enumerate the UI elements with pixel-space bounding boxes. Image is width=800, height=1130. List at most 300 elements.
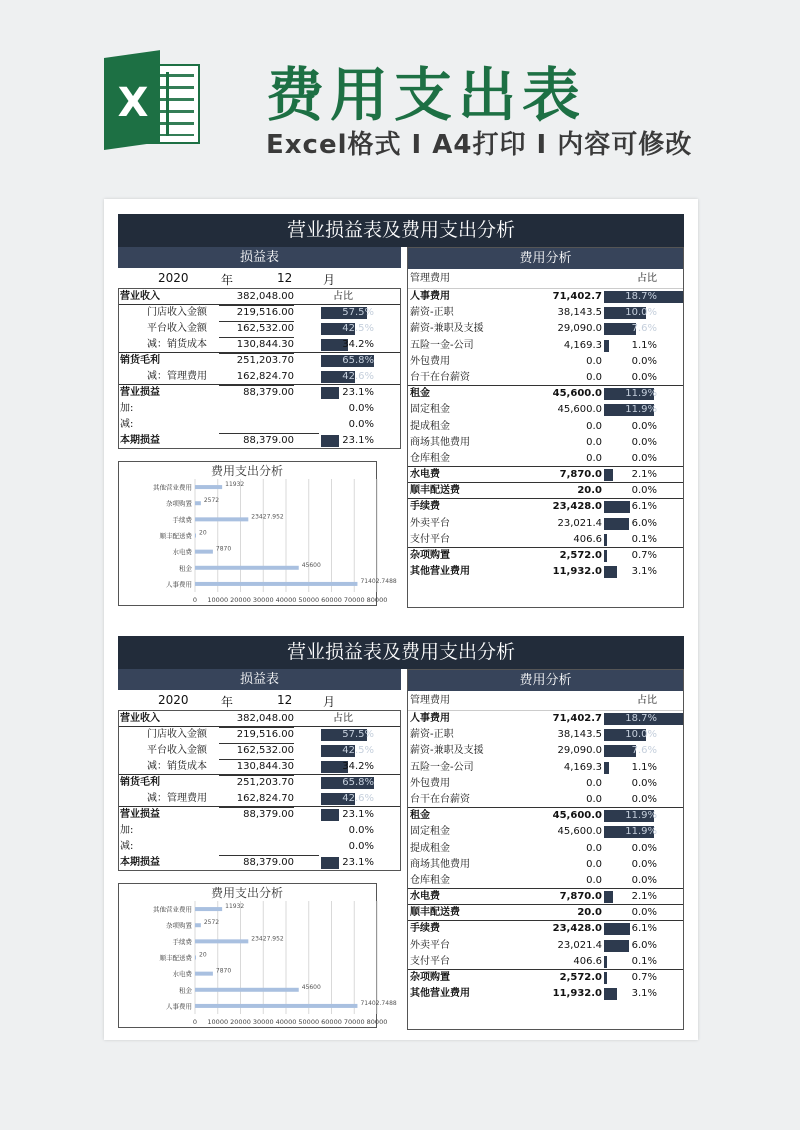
expense-row-label: 仓库租金 — [410, 874, 450, 886]
chart-x-tick: 70000 — [343, 1018, 365, 1026]
chart-x-tick: 30000 — [252, 1018, 274, 1026]
income-row — [119, 385, 400, 401]
expense-row-label: 水电费 — [410, 469, 440, 481]
expense-row — [408, 516, 683, 532]
chart-value-label: 45600 — [301, 561, 321, 569]
chart-bar — [195, 534, 196, 538]
expense-ratio-value: 6.1% — [631, 923, 657, 935]
expense-row-label: 其他营业费用 — [410, 988, 470, 1000]
chart-category-label: 杂项购置 — [166, 499, 192, 508]
main-title: 费用支出表 — [266, 61, 587, 129]
chart-bar — [195, 972, 213, 976]
expense-row-amount[interactable]: 23,021.4 — [557, 939, 602, 951]
income-statement-panel — [118, 247, 401, 608]
expense-row-amount[interactable]: 0.0 — [586, 858, 602, 870]
income-row-label: 本期损益 — [120, 435, 160, 446]
expense-ratio-value: 0.0% — [631, 842, 657, 854]
expense-row-amount[interactable]: 406.6 — [573, 533, 602, 545]
income-ratio-value: 23.1% — [342, 435, 374, 446]
income-ratio-value: 23.1% — [342, 809, 374, 820]
income-statement-header: 损益表 — [118, 669, 401, 690]
expense-row — [408, 954, 683, 970]
expense-row — [408, 727, 683, 743]
expense-ratio-value: 0.0% — [631, 858, 657, 870]
chart-x-tick: 0 — [192, 596, 198, 604]
chart-x-tick: 60000 — [321, 1018, 342, 1026]
chart-value-label: 71402.7488 — [360, 577, 397, 585]
income-row — [119, 353, 400, 369]
expense-row — [408, 386, 683, 402]
management-cost-label: 管理费用 — [410, 695, 450, 706]
expense-row — [408, 808, 683, 824]
expense-ratio-value: 0.0% — [631, 452, 657, 464]
expense-row-amount[interactable]: 0.0 — [586, 371, 602, 383]
expense-ratio-value: 0.7% — [631, 972, 657, 983]
expense-row — [408, 354, 683, 370]
chart-value-label: 7870 — [215, 967, 232, 975]
expense-row — [408, 889, 683, 905]
income-row — [119, 289, 400, 305]
month-unit: 月 — [323, 695, 336, 709]
expense-row-label: 手续费 — [410, 923, 440, 935]
chart-bar — [195, 485, 222, 489]
income-row-amount[interactable]: 162,824.70 — [219, 791, 294, 808]
expense-row-label: 提成租金 — [410, 420, 450, 432]
expense-row-label: 薪资-兼职及支援 — [410, 323, 484, 335]
expense-row-label: 商场其他费用 — [410, 436, 470, 448]
income-row-amount[interactable]: 382,048.00 — [219, 711, 294, 728]
income-row-amount[interactable]: 251,203.70 — [236, 777, 294, 788]
income-row — [119, 743, 400, 759]
management-cost-label: 管理费用 — [410, 273, 450, 284]
expense-row — [408, 338, 683, 354]
income-ratio-header: 占比 — [333, 291, 353, 302]
chart-category-label: 其他营业费用 — [153, 483, 192, 492]
expense-analysis-header: 费用分析 — [408, 248, 683, 269]
income-row-label: 门店收入金额 — [147, 307, 207, 318]
income-row-label: 营业损益 — [120, 387, 160, 398]
income-ratio-value: 42.5% — [342, 323, 374, 334]
income-row-amount[interactable]: 382,048.00 — [219, 289, 294, 306]
expense-row — [408, 305, 683, 321]
expense-row-amount[interactable]: 45,600.0 — [552, 388, 602, 400]
expense-row-amount[interactable]: 0.0 — [586, 842, 602, 854]
chart-value-label: 23427.952 — [251, 513, 284, 521]
expense-row-label: 支付平台 — [410, 955, 450, 967]
income-row-label: 减：销货成本 — [147, 339, 207, 350]
expense-ratio-value: 18.7% — [625, 291, 657, 302]
expense-row-amount[interactable]: 0.0 — [586, 874, 602, 886]
expense-row-label: 固定租金 — [410, 826, 450, 838]
income-row-amount[interactable]: 219,516.00 — [219, 305, 294, 322]
income-row-amount[interactable]: 162,532.00 — [219, 321, 294, 338]
expense-row-label: 杂项购置 — [410, 550, 450, 561]
income-statement-header: 损益表 — [118, 247, 401, 268]
expense-row-amount[interactable]: 0.0 — [586, 436, 602, 448]
expense-row-amount[interactable]: 2,572.0 — [559, 550, 602, 561]
income-row — [119, 711, 400, 727]
chart-category-label: 水电费 — [172, 548, 192, 557]
expense-row-amount[interactable]: 11,932.0 — [552, 566, 602, 578]
expense-row-amount[interactable]: 45,600.0 — [552, 810, 602, 822]
expense-row-amount[interactable]: 29,090.0 — [557, 323, 602, 335]
income-row-label: 销货毛利 — [120, 777, 160, 788]
expense-row-label: 五险一金-公司 — [410, 339, 474, 351]
chart-value-label: 45600 — [301, 983, 321, 991]
income-ratio-value: 0.0% — [348, 841, 374, 852]
expense-row — [408, 938, 683, 954]
chart-value-label: 2572 — [203, 919, 220, 927]
expense-ratio-value: 2.1% — [631, 891, 657, 903]
expense-ratio-value: 0.0% — [631, 485, 657, 497]
expense-row — [408, 289, 683, 305]
expense-row — [408, 564, 683, 580]
expense-ratio-value: 6.1% — [631, 501, 657, 513]
expense-ratio-value: 0.0% — [631, 793, 657, 805]
expense-row-amount[interactable]: 20.0 — [577, 485, 602, 497]
expense-row — [408, 419, 683, 435]
expense-row — [408, 970, 683, 986]
expense-row-label: 其他营业费用 — [410, 566, 470, 578]
expense-row — [408, 499, 683, 515]
expense-ratio-value: 2.1% — [631, 469, 657, 481]
expense-ratio-value: 3.1% — [631, 988, 657, 1000]
income-row-amount[interactable]: 130,844.30 — [219, 759, 294, 776]
income-row-label: 平台收入金额 — [147, 323, 207, 334]
chart-value-label: 23427.952 — [251, 935, 284, 943]
expense-row-label: 薪资-兼职及支援 — [410, 745, 484, 757]
ratio-label: 占比 — [637, 695, 657, 706]
chart-x-tick: 80000 — [366, 596, 388, 604]
income-row — [119, 839, 400, 855]
expense-row-amount[interactable]: 38,143.5 — [557, 307, 602, 319]
expense-row-label: 外包费用 — [410, 355, 450, 367]
income-row-label: 营业收入 — [120, 713, 160, 724]
chart-title: 费用支出分析 — [210, 464, 284, 478]
income-row-amount[interactable]: 88,379.00 — [243, 809, 294, 820]
report-block-2 — [118, 636, 684, 1030]
income-ratio-value: 42.5% — [342, 745, 374, 756]
expense-row-amount[interactable]: 7,870.0 — [559, 891, 602, 903]
income-row-amount[interactable]: 88,379.00 — [243, 435, 294, 446]
chart-category-label: 顺丰配送费 — [159, 532, 192, 540]
chart-x-tick: 10000 — [207, 1018, 229, 1026]
income-ratio-header: 占比 — [333, 713, 353, 724]
income-row-amount[interactable]: 251,203.70 — [236, 355, 294, 366]
expense-ratio-value: 10.0% — [625, 729, 657, 741]
expense-row — [408, 548, 683, 564]
chart-bar — [195, 1004, 357, 1008]
chart-title: 费用支出分析 — [210, 886, 284, 900]
income-row — [119, 337, 400, 353]
expense-row-label: 薪资-正职 — [410, 729, 454, 741]
year-unit: 年 — [221, 273, 234, 287]
expense-row — [408, 711, 683, 727]
expense-row-amount[interactable]: 0.0 — [586, 420, 602, 432]
income-ratio-value: 23.1% — [342, 857, 374, 868]
income-ratio-value: 42.6% — [342, 793, 374, 804]
expense-analysis-panel — [407, 247, 684, 608]
chart-bar — [195, 956, 196, 960]
expense-ratio-value: 11.9% — [625, 826, 657, 838]
chart-bar — [195, 923, 201, 927]
expense-row-amount[interactable]: 23,021.4 — [557, 517, 602, 529]
income-row-label: 加: — [120, 403, 134, 414]
expense-row-label: 租金 — [410, 810, 430, 822]
chart-x-tick: 40000 — [275, 596, 297, 604]
expense-row — [408, 532, 683, 548]
expense-row — [408, 776, 683, 792]
expense-row-label: 台干在台薪资 — [410, 793, 470, 805]
document-page — [104, 199, 698, 1040]
expense-row-amount[interactable]: 45,600.0 — [557, 404, 602, 416]
expense-row-amount[interactable]: 11,932.0 — [552, 988, 602, 1000]
expense-row — [408, 435, 683, 451]
excel-logo-icon: X — [104, 58, 202, 150]
expense-ratio-value: 7.6% — [631, 323, 657, 335]
income-ratio-value: 23.1% — [342, 387, 374, 398]
year-unit: 年 — [221, 695, 234, 709]
expense-row-amount[interactable]: 23,428.0 — [552, 501, 602, 513]
income-row — [119, 727, 400, 743]
expense-row-amount[interactable]: 29,090.0 — [557, 745, 602, 757]
month-unit: 月 — [323, 273, 336, 287]
income-row-label: 减: — [120, 419, 134, 430]
expense-row — [408, 824, 683, 840]
expense-ratio-value: 11.9% — [625, 404, 657, 416]
income-row-label: 销货毛利 — [120, 355, 160, 366]
income-row — [119, 433, 400, 449]
expense-row — [408, 760, 683, 776]
income-row-label: 营业损益 — [120, 809, 160, 820]
income-table — [118, 710, 401, 871]
expense-row — [408, 792, 683, 808]
income-ratio-value: 65.8% — [342, 777, 374, 788]
chart-category-label: 顺丰配送费 — [159, 954, 192, 962]
expense-row — [408, 483, 683, 499]
expense-analysis-panel — [407, 669, 684, 1030]
income-row-amount[interactable]: 162,532.00 — [219, 743, 294, 760]
month-value[interactable]: 12 — [277, 693, 293, 707]
period-row — [118, 690, 401, 710]
chart-category-label: 手续费 — [172, 937, 192, 946]
chart-category-label: 手续费 — [172, 515, 192, 524]
chart-category-label: 杂项购置 — [166, 921, 192, 930]
expense-ratio-value: 1.1% — [631, 761, 657, 773]
income-row-label: 减：管理费用 — [147, 371, 207, 382]
expense-row-label: 固定租金 — [410, 404, 450, 416]
expense-ratio-value: 0.0% — [631, 874, 657, 886]
chart-bar — [195, 550, 213, 554]
expense-row-amount[interactable]: 0.0 — [586, 793, 602, 805]
expense-row-label: 外卖平台 — [410, 939, 450, 951]
expense-row — [408, 841, 683, 857]
expense-row — [408, 743, 683, 759]
expense-row — [408, 402, 683, 418]
income-row — [119, 369, 400, 385]
income-ratio-value: 34.2% — [342, 339, 374, 350]
chart-x-tick: 70000 — [343, 596, 365, 604]
income-row — [119, 417, 400, 433]
income-statement-panel — [118, 669, 401, 1030]
expense-ratio-value: 0.0% — [631, 420, 657, 432]
expense-row-label: 提成租金 — [410, 842, 450, 854]
chart-x-tick: 50000 — [298, 596, 320, 604]
income-row-label: 加: — [120, 825, 134, 836]
chart-value-label: 11932 — [225, 903, 245, 911]
expense-row-label: 手续费 — [410, 501, 440, 513]
chart-x-tick: 20000 — [230, 596, 251, 604]
expense-analysis-header: 费用分析 — [408, 670, 683, 691]
expense-ratio-value: 0.0% — [631, 907, 657, 919]
expense-row-label: 支付平台 — [410, 533, 450, 545]
expense-row — [408, 857, 683, 873]
expense-ratio-value: 6.0% — [631, 517, 657, 529]
expense-ratio-value: 7.6% — [631, 745, 657, 757]
expense-row-amount[interactable]: 4,169.3 — [563, 761, 602, 773]
expense-row — [408, 921, 683, 937]
chart-category-label: 人事费用 — [166, 1002, 192, 1011]
expense-ratio-value: 0.0% — [631, 777, 657, 789]
expense-row-amount[interactable]: 406.6 — [573, 955, 602, 967]
expense-ratio-value: 11.9% — [625, 810, 657, 822]
income-row-amount[interactable]: 88,379.00 — [243, 857, 294, 868]
income-row-amount[interactable]: 88,379.00 — [243, 387, 294, 398]
income-ratio-value: 0.0% — [348, 825, 374, 836]
expense-row-amount[interactable]: 7,870.0 — [559, 469, 602, 481]
month-value[interactable]: 12 — [277, 271, 293, 285]
income-row — [119, 305, 400, 321]
expense-row-label: 顺丰配送费 — [410, 907, 460, 919]
ratio-label: 占比 — [637, 273, 657, 284]
chart-x-tick: 0 — [192, 1018, 198, 1026]
expense-row-label: 人事费用 — [410, 713, 450, 724]
expense-ratio-value: 0.0% — [631, 436, 657, 448]
expense-row-label: 外包费用 — [410, 777, 450, 789]
chart-category-label: 其他营业费用 — [153, 905, 192, 914]
chart-bar — [195, 939, 248, 943]
income-row — [119, 401, 400, 417]
expense-table — [408, 711, 683, 1002]
income-row — [119, 807, 400, 823]
chart-bar — [195, 988, 299, 992]
chart-x-tick: 10000 — [207, 596, 229, 604]
chart-x-tick: 60000 — [321, 596, 342, 604]
income-table — [118, 288, 401, 449]
income-row — [119, 321, 400, 337]
income-row — [119, 759, 400, 775]
expense-row-label: 水电费 — [410, 891, 440, 903]
chart-bar — [195, 501, 201, 505]
year-value[interactable]: 2020 — [158, 693, 189, 707]
income-ratio-value: 57.5% — [342, 729, 374, 740]
expense-row-label: 仓库租金 — [410, 452, 450, 464]
expense-ratio-value: 0.0% — [631, 355, 657, 367]
income-row-amount[interactable]: 130,844.30 — [219, 337, 294, 354]
expense-row-amount[interactable]: 71,402.7 — [552, 713, 602, 724]
chart-x-tick: 30000 — [252, 596, 274, 604]
expense-row-amount[interactable]: 2,572.0 — [559, 972, 602, 983]
expense-row-label: 薪资-正职 — [410, 307, 454, 319]
expense-row-amount[interactable]: 0.0 — [586, 452, 602, 464]
expense-row-amount[interactable]: 0.0 — [586, 355, 602, 367]
income-row-label: 减：管理费用 — [147, 793, 207, 804]
income-row-label: 营业收入 — [120, 291, 160, 302]
expense-ratio-value: 0.0% — [631, 371, 657, 383]
expense-row-amount[interactable]: 45,600.0 — [557, 826, 602, 838]
expense-chart-svg — [119, 884, 397, 1027]
income-row-amount[interactable]: 219,516.00 — [219, 727, 294, 744]
income-row — [119, 823, 400, 839]
expense-table-header — [408, 269, 683, 289]
expense-ratio-value: 6.0% — [631, 939, 657, 951]
expense-row-label: 杂项购置 — [410, 972, 450, 983]
chart-value-label: 2572 — [203, 497, 220, 505]
chart-category-label: 人事费用 — [166, 580, 192, 589]
expense-row-amount[interactable]: 71,402.7 — [552, 291, 602, 302]
expense-row-amount[interactable]: 20.0 — [577, 907, 602, 919]
income-row-amount[interactable]: 162,824.70 — [219, 369, 294, 386]
expense-row — [408, 873, 683, 889]
expense-row-amount[interactable]: 0.0 — [586, 777, 602, 789]
income-row-label: 本期损益 — [120, 857, 160, 868]
chart-x-tick: 80000 — [366, 1018, 388, 1026]
report-title: 营业损益表及费用支出分析 — [118, 214, 684, 247]
expense-row-label: 商场其他费用 — [410, 858, 470, 870]
income-ratio-value: 0.0% — [348, 403, 374, 414]
income-ratio-value: 42.6% — [342, 371, 374, 382]
income-row — [119, 855, 400, 871]
chart-bar — [195, 517, 248, 521]
hero — [0, 0, 800, 190]
expense-row-label: 台干在台薪资 — [410, 371, 470, 383]
income-row — [119, 775, 400, 791]
chart-value-label: 20 — [199, 529, 207, 537]
income-ratio-value: 34.2% — [342, 761, 374, 772]
year-value[interactable]: 2020 — [158, 271, 189, 285]
expense-row-amount[interactable]: 23,428.0 — [552, 923, 602, 935]
expense-row — [408, 370, 683, 386]
expense-row — [408, 467, 683, 483]
expense-row-label: 五险一金-公司 — [410, 761, 474, 773]
expense-ratio-value: 10.0% — [625, 307, 657, 319]
expense-ratio-value: 0.7% — [631, 550, 657, 561]
expense-row — [408, 451, 683, 467]
expense-row-label: 人事费用 — [410, 291, 450, 302]
chart-category-label: 租金 — [179, 986, 192, 995]
income-row-label: 减: — [120, 841, 134, 852]
expense-ratio-value: 18.7% — [625, 713, 657, 724]
chart-x-tick: 50000 — [298, 1018, 320, 1026]
expense-row-amount[interactable]: 38,143.5 — [557, 729, 602, 741]
expense-row-label: 租金 — [410, 388, 430, 400]
expense-table — [408, 289, 683, 580]
expense-row-amount[interactable]: 4,169.3 — [563, 339, 602, 351]
chart-value-label: 71402.7488 — [360, 999, 397, 1007]
expense-row — [408, 905, 683, 921]
income-ratio-value: 0.0% — [348, 419, 374, 430]
chart-value-label: 7870 — [215, 545, 232, 553]
expense-row — [408, 321, 683, 337]
income-row-label: 平台收入金额 — [147, 745, 207, 756]
expense-ratio-value: 11.9% — [625, 388, 657, 400]
expense-ratio-value: 3.1% — [631, 566, 657, 578]
chart-x-tick: 20000 — [230, 1018, 251, 1026]
expense-ratio-value: 1.1% — [631, 339, 657, 351]
report-title: 营业损益表及费用支出分析 — [118, 636, 684, 669]
sub-title: Excel格式 I A4打印 I 内容可修改 — [266, 130, 693, 160]
income-ratio-value: 57.5% — [342, 307, 374, 318]
